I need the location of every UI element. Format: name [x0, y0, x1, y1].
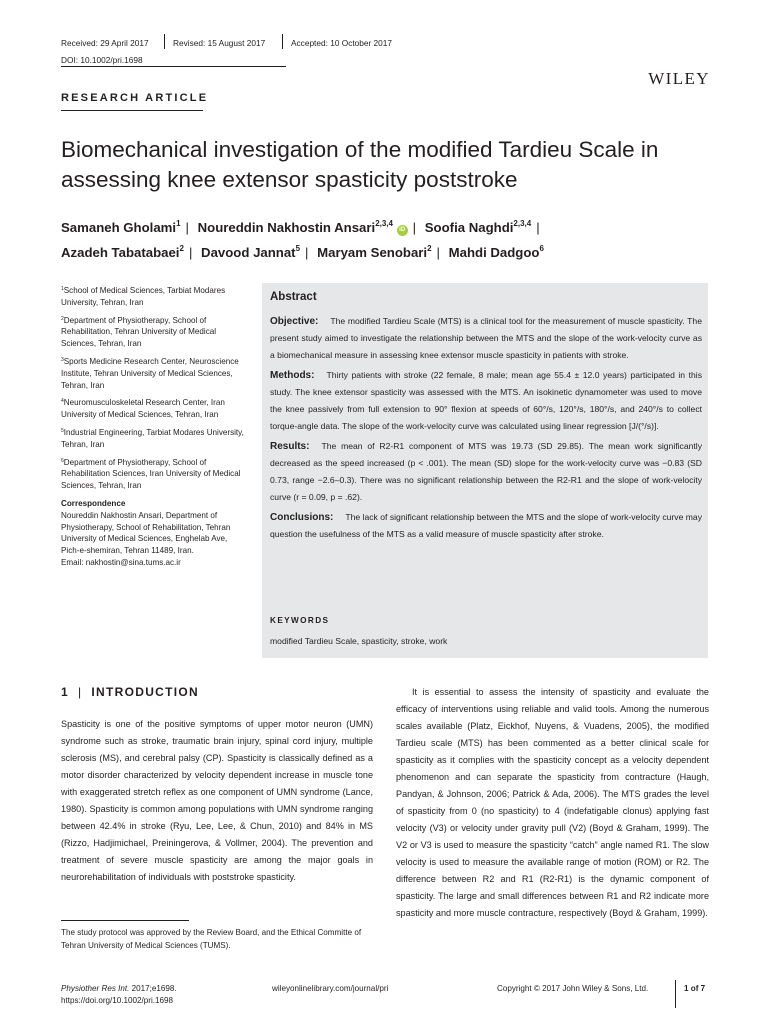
body-right-column	[396, 684, 709, 922]
footer-citation: Physiother Res Int. 2017;e1698. https://doi.org/10.1002/pri.1698	[61, 984, 177, 1005]
abstract-results: The mean of R2-R1 component of MTS was 19.73 (SD 29.85). The mean work significantly decreased as the speed increased (p < .001). The mean (SD) slope for the work-velocity curve was −0.83 (SD 0.73, range −2.6–0.3). There was no significant relationship between the R2-R1 and the slope of work-velocity curve (r = 0.09, p = .62).	[270, 441, 702, 502]
author-list: Samaneh Gholami$^1$ | Noureddin Nakhostin Ansari$^{2,3,4}$ iD | Soofia Naghdi$^{2,3,4}$ | Azadeh Tabatabaei$^2$ | Davood Jannat$^5$ | Maryam Senobari$^2$ | Mahdi Dadgoo$^6$	[61, 219, 544, 260]
author-name: Davood Jannat	[201, 245, 296, 260]
footer-doi-link[interactable]: https://doi.org/10.1002/pri.1698	[61, 996, 174, 1005]
abstract-methods: Thirty patients with stroke (22 female, 8 male; mean age 55.4 ± 12.0 years) participated in this study. The knee extensor spasticity was assessed with the MTS. An isokinetic dynamometer was used to move the knee passively from full extension to 90° flexion at speeds of 60°/s, 120°/s, 180°/s, and 240°/s to collect torque-angle data. The slope of the work-velocity curve was calculated using linear regression [J/(°/s)].	[270, 370, 702, 431]
author-name: Noureddin Nakhostin Ansari	[197, 220, 376, 235]
author-affiliation: 2,3,4	[513, 219, 532, 228]
author-affiliation: 6	[539, 244, 544, 253]
body-left-column	[61, 716, 373, 886]
abstract-heading: Abstract	[270, 291, 317, 303]
article-type-rule	[61, 110, 203, 111]
page-number: 1 of 7	[684, 984, 706, 993]
accepted-date: Accepted: 10 October 2017	[291, 38, 393, 48]
header-divider	[282, 34, 283, 49]
received-date: Received: 29 April 2017	[61, 38, 149, 48]
author-affiliation: 5	[295, 244, 301, 253]
affiliation: Department of Physiotherapy, School of Rehabilitation, Tehran University of Medical Sciences, Tehran, Iran	[61, 315, 217, 349]
affiliation: Neuromusculoskeletal Research Center, Iran University of Medical Sciences, Tehran, Iran	[61, 398, 225, 420]
author-affiliation: 1	[176, 219, 181, 228]
revised-date: Revised: 15 August 2017	[173, 38, 266, 48]
publisher-logo: WILEY	[648, 69, 710, 88]
author-affiliation: 2	[427, 244, 432, 253]
affiliation: Sports Medicine Research Center, Neuroscience Institute, Tehran University of Medical Sciences, Tehran, Iran	[61, 356, 239, 390]
abstract-objective: The modified Tardieu Scale (MTS) is a clinical tool for the measurement of muscle spasticity. The present study aimed to investigate the relationship between the MTS and the slope of the work-velocity curve as a biomechanical measure in assessing knee extensor muscle spasticity in patients with stroke.	[270, 316, 702, 360]
header-rule	[61, 66, 286, 67]
author-affiliation: 2	[179, 244, 184, 253]
header-divider	[164, 34, 165, 49]
section-heading: 1 | INTRODUCTION	[61, 685, 199, 699]
author-name: Maryam Senobari	[317, 245, 428, 260]
affiliation: Department of Physiotherapy, School of Rehabilitation Sciences, Iran University of Medical Sciences, Tehran, Iran	[61, 457, 241, 491]
orcid-icon[interactable]: iD	[397, 225, 408, 236]
abstract-body: Objective: The modified Tardieu Scale (MTS) is a clinical tool for the measurement of muscle spasticity. The present study aimed to investigate the relationship between the MTS and the slope of the work-velocity curve as a biomechanical measure in assessing knee extensor muscle spasticity in patients with stroke. Methods: Thirty patients with stroke (22 female, 8 male; mean age 55.4 ± 12.0 years) participated in this study. The knee extensor spasticity was assessed with the MTS. An isokinetic dynamometer was used to move the knee passively from full extension to 90° flexion at speeds of 60°/s, 120°/s, 180°/s, and 240°/s to collect torque-angle data. The slope of the work-velocity curve was calculated using linear regression [J/(°/s)]. Results: The mean of R2-R1 component of MTS was 19.73 (SD 29.85). The mean work significantly decreased as the speed increased (p < .001). The mean (SD) slope for the work-velocity curve was −0.83 (SD 0.73, range −2.6–0.3). There was no significant relationship between the R2-R1 and the slope of work-velocity curve (r = 0.09, p = .62). Conclusions: The lack of significant relationship between the MTS and the slope of work-velocity curve may question the usefulness of the MTS as a valid measure of muscle spasticity after stroke.	[270, 316, 702, 539]
article-type: RESEARCH ARTICLE	[61, 92, 209, 104]
abstract-conclusions: The lack of significant relationship between the MTS and the slope of work-velocity curve may question the usefulness of the MTS as a valid measure of muscle spasticity after stroke.	[270, 512, 702, 539]
author-affiliation: 2,3,4	[375, 219, 393, 228]
footer-divider	[675, 980, 676, 1008]
footer-copyright: Copyright © 2017 John Wiley & Sons, Ltd.	[497, 984, 649, 993]
affiliation: Industrial Engineering, Tarbiat Modares University, Tehran, Iran	[61, 427, 244, 449]
footnote-rule	[61, 920, 189, 921]
author-name: Soofia Naghdi	[424, 220, 514, 235]
correspondence-address: Noureddin Nakhostin Ansari, Department of Physiotherapy, School of Rehabilitation, Tehran University of Medical Sciences, Enghelab Ave, Pich-e-shemiran, Tehran 11489, Iran.	[61, 510, 231, 556]
author-name: Samaneh Gholami	[61, 220, 177, 235]
correspondence-heading: Correspondence	[61, 498, 126, 508]
footer-site-link[interactable]: wileyonlinelibrary.com/journal/pri	[272, 984, 389, 993]
doi: DOI: 10.1002/pri.1698	[61, 55, 143, 65]
paragraph: It is essential to assess the intensity of spasticity and evaluate the efficacy of interventions using reliable and valid tools. Among the numerous scales available (Platz, Eickhof, Nuyens, & Vuadens, 2005), the modified Tardieu scale (MTS) has been commented as a better clinical scale for spasticity as it complies with the spasticity concept as a velocity dependent phenomenon and can separate the spasticity from contracture (Haugh, Pandyan, & Johnson, 2006; Patrick & Ada, 2006). The MTS grades the level of spasticity from 0 (no spasticity) to 4 (indefatigable clonus) applying fast velocity (V3) or velocity under gravity pull (V2) (Boyd & Graham, 1999). The V2 or V3 is used to measure the spasticity “catch” angle named R1. The slow velocity is used to measure the available range of motion (ROM) or R2. The difference between R2 and R1 (R2-R1) is the dynamic component of spasticity. The large and small differences between R1 and R2 indicate more spasticity and more muscle contracture, respectively (Boyd & Graham, 1999).	[396, 687, 709, 918]
keywords-heading: KEYWORDS	[270, 616, 330, 625]
footnote: The study protocol was approved by the Review Board, and the Ethical Committe of Tehran University of Medical Sciences (TUMS).	[61, 928, 362, 950]
keywords: modified Tardieu Scale, spasticity, stroke, work	[270, 636, 448, 646]
paper-title: Biomechanical investigation of the modified Tardieu Scale in assessing knee extensor spasticity poststroke	[61, 137, 659, 192]
affiliation: School of Medical Sciences, Tarbiat Modares University, Tehran, Iran	[61, 286, 226, 307]
author-name: Mahdi Dadgoo	[448, 245, 540, 260]
affiliations: $^1$School of Medical Sciences, Tarbiat Modares University, Tehran, Iran $^2$Department of Physiotherapy, School of Rehabilitation, Tehran University of Medical Sciences, Tehran, Iran $^3$Sports Medicine Research Center, Neuroscience Institute, Tehran University of Medical Sciences, Tehran, Iran $^4$Neuromusculoskeletal Research Center, Iran University of Medical Sciences, Tehran, Iran $^5$Industrial Engineering, Tarbiat Modares University, Tehran, Iran $^6$Department of Physiotherapy, School of Rehabilitation Sciences, Iran University of Medical Sciences, Tehran, Iran Correspondence Noureddin Nakhostin Ansari, Department of Physiotherapy, School of Rehabilitation, Tehran University of Medical Sciences, Enghelab Ave, Pich-e-shemiran, Tehran 11489, Iran. Email: nakhostin@sina.tums.ac.ir	[61, 285, 247, 569]
paragraph: Spasticity is one of the positive symptoms of upper motor neuron (UMN) syndrome such as stroke, traumatic brain injury, spinal cord injury, multiple sclerosis (MS), and cerebral palsy (CP). Spasticity is classically defined as a motor disorder characterized by velocity dependent increase in muscle tone with exaggerated stretch reflex as one component of UMN syndrome (Lance, 1980). Spasticity is common among populations with UMN syndrome ranging between 42.4% in stroke (Ryu, Lee, Lee, & Chun, 2010) and 84% in MS (Rizzo, Hadjimichael, Preiningerova, & Vollmer, 2004). The prevention and treatment of severe muscle spasticity are among the major goals in neurorehabilitation of individuals with poststroke spasticity.	[61, 719, 373, 882]
author-name: Azadeh Tabatabaei	[61, 245, 180, 260]
correspondence-email[interactable]: Email: nakhostin@sina.tums.ac.ir	[61, 557, 181, 567]
